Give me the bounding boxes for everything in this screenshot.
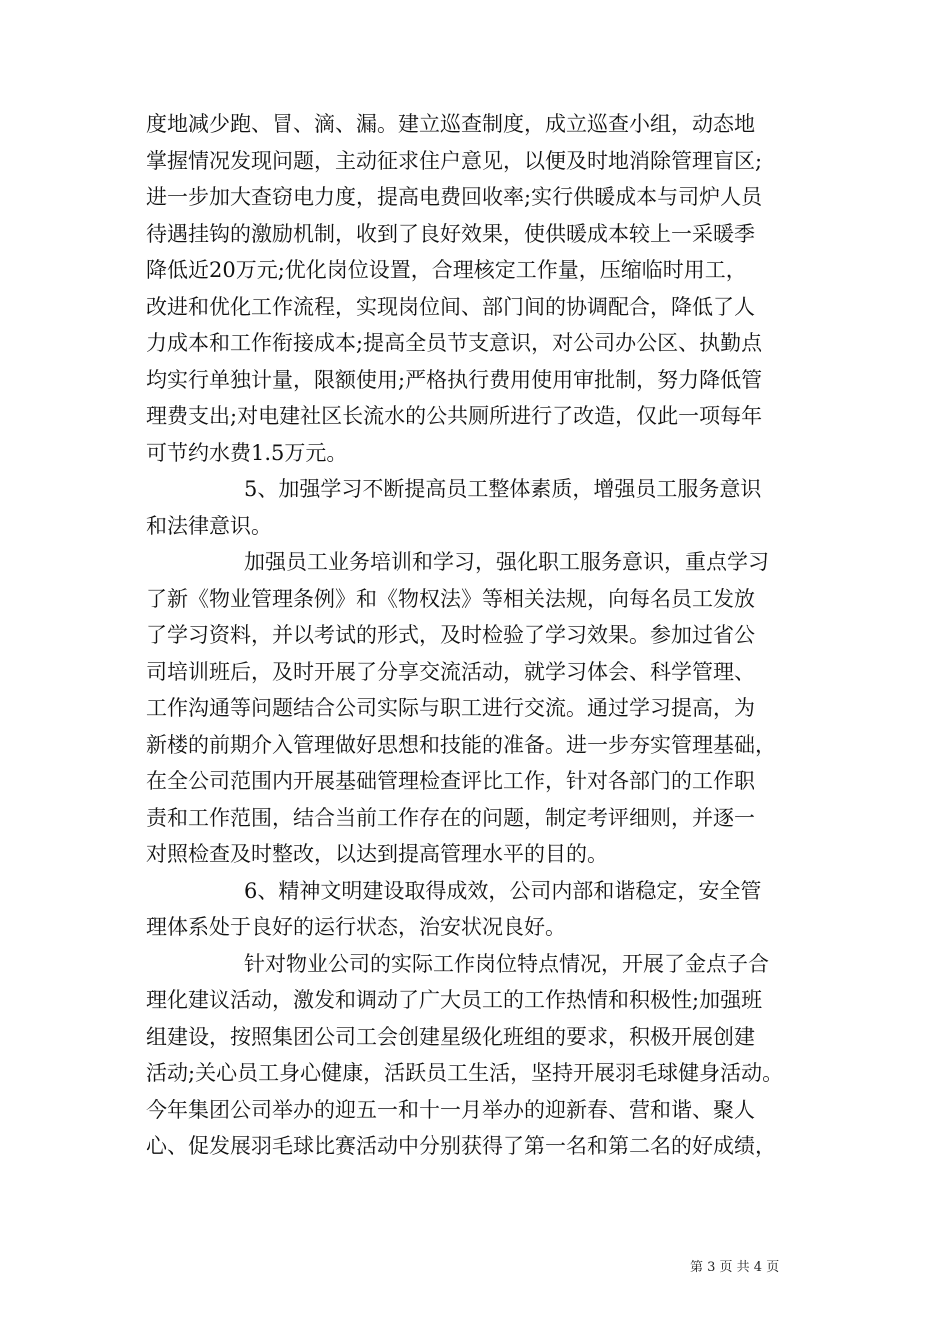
text-line: 待遇挂钩的激励机制，收到了良好效果，使供暖成本较上一采暖季 [146,221,755,246]
text-line: 改进和优化工作流程，实现岗位间、部门间的协调配合，降低了人 [146,294,755,319]
text-line: 可节约水费1.5万元。 [146,440,348,465]
text-line: 了新《物业管理条例》和《物权法》等相关法规，向每名员工发放 [146,586,755,611]
text-line: 掌握情况发现问题，主动征求住户意见，以便及时地消除管理盲区; [146,148,763,173]
text-line: 今年集团公司举办的迎五一和十一月举办的迎新春、营和谐、聚人 [146,1097,755,1122]
text-line: 理费支出;对电建社区长流水的公共厕所进行了改造，仅此一项每年 [146,404,763,428]
section-heading-line: 理体系处于良好的运行状态，治安状况良好。 [146,915,566,939]
text-line: 司培训班后，及时开展了分享交流活动，就学习体会、科学管理、 [146,659,755,684]
text-line: 度地减少跑、冒、滴、漏。建立巡查制度，成立巡查小组，动态地 [146,112,755,136]
text-line: 活动;关心员工身心健康，活跃员工生活，坚持开展羽毛球健身活动。 [146,1061,784,1085]
paragraph-start-line: 针对物业公司的实际工作岗位特点情况，开展了金点子合 [244,951,769,976]
text-line: 理化建议活动，激发和调动了广大员工的工作热情和积极性;加强班 [146,988,763,1012]
text-line: 组建设，按照集团公司工会创建星级化班组的要求，积极开展创建 [146,1024,755,1049]
text-line: 力成本和工作衔接成本;提高全员节支意识，对公司办公区、执勤点 [146,331,763,355]
text-line: 了学习资料，并以考试的形式，及时检验了学习效果。参加过省公 [146,623,755,647]
section-heading-line: 5、加强学习不断提高员工整体素质，增强员工服务意识 [244,477,762,501]
text-line: 均实行单独计量，限额使用;严格执行费用使用审批制，努力降低管 [146,367,763,392]
section-heading-line: 6、精神文明建设取得成效，公司内部和谐稳定，安全管 [244,878,762,903]
text-line: 降低近20万元;优化岗位设置，合理核定工作量，压缩临时用工， [146,258,747,282]
document-body [146,106,816,1165]
text-line: 对照检查及时整改，以达到提高管理水平的目的。 [146,842,608,866]
section-heading-line: 和法律意识。 [146,513,272,538]
text-line: 责和工作范围，结合当前工作存在的问题，制定考评细则，并逐一 [146,805,755,830]
text-line: 在全公司范围内开展基础管理检查评比工作，针对各部门的工作职 [146,769,755,793]
page-number-footer: 第 3 页 共 4 页 [690,1260,780,1275]
text-line: 心、促发展羽毛球比赛活动中分别获得了第一名和第二名的好成绩， [146,1134,776,1158]
paragraph-start-line: 加强员工业务培训和学习，强化职工服务意识，重点学习 [244,550,769,574]
text-line: 进一步加大查窃电力度，提高电费回收率;实行供暖成本与司炉人员 [146,185,763,209]
text-line: 新楼的前期介入管理做好思想和技能的准备。进一步夯实管理基础， [146,732,776,757]
text-line: 工作沟通等问题结合公司实际与职工进行交流。通过学习提高，为 [146,696,755,720]
